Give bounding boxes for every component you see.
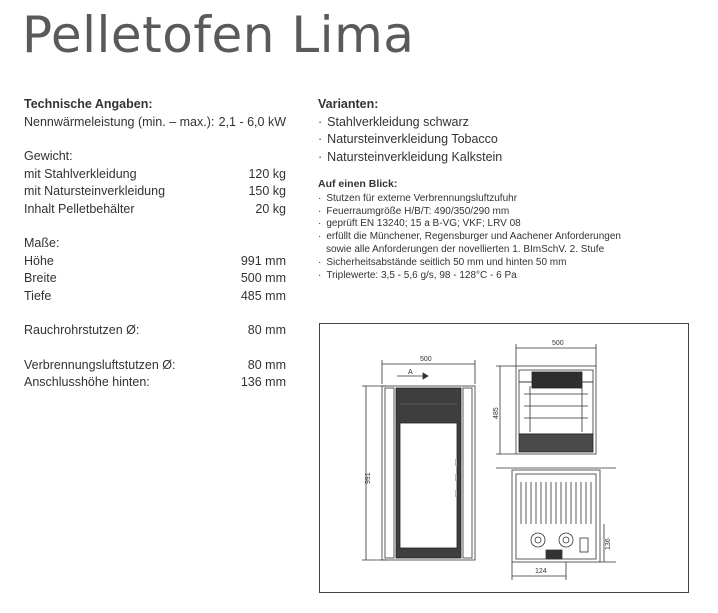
spec-value: 991 mm	[240, 253, 286, 268]
spec-row	[24, 253, 286, 271]
section-marker: A	[408, 369, 413, 376]
spec-value: 485 mm	[240, 288, 286, 303]
spec-value: 150 kg	[248, 184, 286, 198]
spec-label: Breite	[24, 271, 57, 285]
blick-list	[318, 193, 698, 244]
technical-drawing	[319, 323, 689, 593]
spec-value: 2,1 - 6,0 kW	[218, 114, 286, 129]
gewicht-heading: Gewicht:	[24, 149, 73, 163]
spec-label: Inhalt Pelletbehälter	[24, 201, 135, 216]
spec-value: 500 mm	[240, 271, 286, 285]
spec-value: 120 kg	[248, 166, 286, 181]
spec-row	[24, 201, 286, 219]
blick-heading: Auf einen Blick:	[318, 178, 398, 190]
list-item: · Triplewerte: 3,5 - 5,6 g/s, 98 - 128°C - 6 Pa	[318, 270, 698, 283]
dim-anschluss: 136	[605, 538, 612, 550]
spec-label: Anschlusshöhe hinten:	[24, 375, 150, 389]
spec-value: 20 kg	[255, 201, 286, 216]
dim-width-top: 500	[552, 340, 564, 347]
spec-row-anschluss	[24, 374, 286, 392]
list-item: · Stutzen für externe Verbrennungsluftzufuhr	[318, 193, 698, 206]
list-item: · Sicherheitsabstände seitlich 50 mm und hinten 50 mm	[318, 257, 698, 270]
varianten-list	[318, 114, 698, 167]
technical-specs	[24, 96, 286, 392]
spec-row-rauchrohr	[24, 322, 286, 340]
spec-row	[24, 288, 286, 306]
spec-label: mit Natursteinverkleidung	[24, 184, 166, 198]
spec-label: Höhe	[24, 253, 54, 268]
spec-row	[24, 270, 286, 288]
list-item: · Natursteinverkleidung Tobacco	[318, 131, 698, 149]
dim-offset: 124	[535, 568, 547, 575]
varianten-heading: Varianten:	[318, 97, 379, 111]
spec-value: 136 mm	[240, 375, 286, 389]
list-item: · Natursteinverkleidung Kalkstein	[318, 149, 698, 167]
tech-heading: Technische Angaben:	[24, 97, 153, 111]
spec-row	[24, 166, 286, 184]
spec-label: Verbrennungsluftstutzen Ø:	[24, 357, 176, 372]
page-title: Pelletofen Lima	[22, 6, 415, 64]
spec-row-verbrennung	[24, 357, 286, 375]
top-view	[496, 344, 596, 454]
front-view	[362, 360, 475, 560]
spec-value: 80 mm	[247, 357, 286, 372]
list-item: · Stahlverkleidung schwarz	[318, 114, 698, 132]
dim-width-front: 500	[420, 356, 432, 363]
spec-label: Rauchrohrstutzen Ø:	[24, 323, 140, 337]
list-item-continuation: sowie alle Anforderungen der novellierten 1. BImSchV. 2. Stufe	[326, 243, 605, 255]
masse-heading: Maße:	[24, 236, 60, 250]
blick-list-more	[318, 257, 698, 283]
variants-and-highlights	[318, 96, 698, 282]
spec-label: Tiefe	[24, 288, 52, 303]
spec-row	[24, 183, 286, 201]
list-item: · geprüft EN 13240; 15 a B-VG; VKF; LRV 08	[318, 218, 698, 231]
list-item: · erfüllt die Münchener, Regensburger und Aachener Anforderungen	[318, 231, 698, 244]
dim-depth: 485	[493, 407, 500, 419]
blick-section	[318, 178, 698, 282]
spec-value: 80 mm	[247, 323, 286, 337]
spec-row-nennwaerme	[24, 114, 286, 132]
spec-label: Nennwärmeleistung (min. – max.):	[24, 114, 215, 129]
drawing-svg	[320, 324, 688, 592]
rear-view	[496, 468, 616, 580]
dim-height: 991	[365, 472, 372, 484]
list-item: · Feuerraumgröße H/B/T: 490/350/290 mm	[318, 206, 698, 219]
spec-label: mit Stahlverkleidung	[24, 166, 137, 181]
